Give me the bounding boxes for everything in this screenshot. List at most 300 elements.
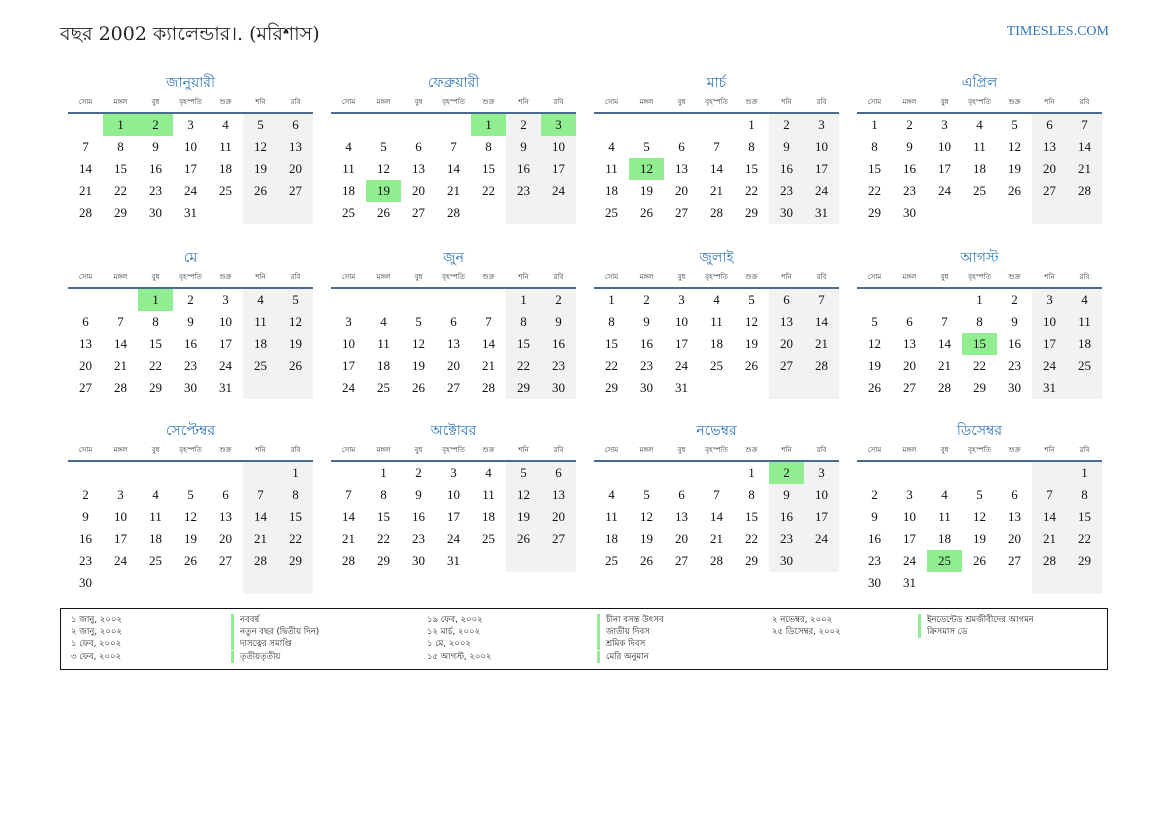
day-cell: 9 (541, 311, 576, 333)
month-block (68, 421, 313, 594)
day-cell: 30 (541, 377, 576, 399)
day-cell: 31 (804, 202, 839, 224)
weekday-label: রবি (290, 273, 301, 281)
day-cell: 25 (927, 550, 962, 572)
day-cell: 9 (187, 314, 194, 329)
day-cell: 5 (187, 487, 194, 502)
day-cell: 11 (973, 139, 986, 154)
day-cell: 21 (804, 333, 839, 355)
day-cell: 19 (745, 336, 758, 351)
empty-cell (1067, 202, 1102, 224)
empty-cell (857, 289, 892, 311)
weekday-label: সোম (341, 98, 356, 106)
day-cell: 24 (114, 553, 127, 568)
weekday-label: মঙ্গল (376, 98, 391, 106)
day-cell: 1 (1067, 462, 1102, 484)
day-cell: 1 (506, 289, 541, 311)
day-cell: 26 (1008, 183, 1021, 198)
empty-cell (68, 289, 103, 311)
day-cell: 12 (278, 311, 313, 333)
weekday-label: বুধ (414, 98, 423, 106)
day-cell: 4 (345, 139, 352, 154)
day-cell: 12 (412, 336, 425, 351)
day-cell: 28 (710, 205, 723, 220)
day-cell: 18 (973, 161, 986, 176)
month-name: জানুয়ারী (166, 75, 215, 91)
day-cell: 21 (1032, 528, 1067, 550)
day-cell: 23 (769, 528, 804, 550)
empty-cell (594, 114, 629, 136)
weekday-label: শুক্র (219, 446, 232, 454)
legend-date: ২৫ ডিসেম্বর, ২০০২ (772, 627, 841, 638)
day-cell: 12 (640, 509, 653, 524)
day-cell: 22 (745, 531, 758, 546)
day-cell: 4 (152, 487, 159, 502)
weekday-label: বুধ (151, 273, 160, 281)
day-cell: 20 (278, 158, 313, 180)
day-cell: 4 (941, 487, 948, 502)
month-block (594, 73, 839, 224)
weekday-label: শনি (518, 98, 529, 106)
day-cell: 21 (114, 358, 127, 373)
day-cell: 11 (605, 161, 618, 176)
day-cell: 9 (906, 139, 913, 154)
day-cell: 26 (243, 180, 278, 202)
day-cell: 21 (342, 531, 355, 546)
day-cell: 5 (643, 139, 650, 154)
empty-cell (962, 462, 997, 484)
weekday-label: সোম (341, 273, 356, 281)
weekday-label: মঙ্গল (113, 98, 128, 106)
weekday-label: রবি (816, 98, 827, 106)
day-cell: 6 (415, 139, 422, 154)
month-name: ফেব্রুয়ারী (427, 75, 480, 91)
empty-cell (103, 572, 138, 594)
day-grid (594, 289, 839, 399)
empty-cell (208, 202, 243, 224)
weekday-header (594, 443, 839, 457)
month-block (857, 73, 1102, 224)
day-cell: 18 (243, 333, 278, 355)
day-cell: 29 (745, 553, 758, 568)
day-cell: 23 (541, 355, 576, 377)
day-cell: 22 (114, 183, 127, 198)
weekday-label: শনি (1044, 98, 1055, 106)
day-cell: 24 (938, 183, 951, 198)
day-cell: 26 (745, 358, 758, 373)
day-cell: 7 (345, 487, 352, 502)
day-cell: 15 (745, 509, 758, 524)
day-cell: 2 (769, 462, 804, 484)
day-grid (594, 114, 839, 224)
day-cell: 20 (675, 531, 688, 546)
weekday-label: রবি (290, 98, 301, 106)
day-cell: 27 (447, 380, 460, 395)
day-cell: 24 (804, 180, 839, 202)
day-cell: 7 (713, 487, 720, 502)
month-name: এপ্রিল (961, 75, 998, 91)
weekday-label: রবি (553, 273, 564, 281)
day-cell: 5 (976, 487, 983, 502)
weekday-header (594, 270, 839, 284)
day-cell: 20 (1008, 531, 1021, 546)
weekday-label: শনি (518, 446, 529, 454)
day-cell: 19 (973, 531, 986, 546)
empty-cell (962, 572, 997, 594)
empty-cell (243, 572, 278, 594)
day-cell: 25 (342, 205, 355, 220)
weekday-label: রবি (553, 98, 564, 106)
day-cell: 9 (871, 509, 878, 524)
day-cell: 4 (713, 292, 720, 307)
site-link[interactable]: TIMESLES.COM (1006, 24, 1109, 39)
day-cell: 15 (605, 336, 618, 351)
day-cell: 9 (415, 487, 422, 502)
weekday-header (857, 95, 1102, 109)
day-cell: 22 (377, 531, 390, 546)
empty-cell (138, 572, 173, 594)
legend-date: ২ নভেম্বর, ২০০২ (772, 615, 833, 625)
legend-date: ২ জানু, ২০০২ (71, 627, 122, 638)
day-cell: 27 (675, 205, 688, 220)
weekday-label: বুধ (677, 98, 686, 106)
day-cell: 29 (973, 380, 986, 395)
day-cell: 5 (278, 289, 313, 311)
weekday-label: শনি (255, 446, 266, 454)
day-cell: 29 (1067, 550, 1102, 572)
empty-cell (892, 289, 927, 311)
weekday-label: সোম (604, 98, 619, 106)
day-cell: 8 (278, 484, 313, 506)
holiday-legend (60, 608, 1108, 670)
empty-cell (471, 289, 506, 311)
empty-cell (366, 289, 401, 311)
day-cell: 22 (973, 358, 986, 373)
day-cell: 3 (345, 314, 352, 329)
day-cell: 28 (243, 550, 278, 572)
day-cell: 18 (938, 531, 951, 546)
weekday-label: শনি (1044, 446, 1055, 454)
weekday-label: সোম (78, 446, 93, 454)
day-cell: 28 (114, 380, 127, 395)
day-cell: 2 (769, 114, 804, 136)
empty-cell (331, 462, 366, 484)
day-cell: 8 (1067, 484, 1102, 506)
month-block (857, 421, 1102, 594)
day-cell: 12 (629, 158, 664, 180)
day-cell: 6 (678, 487, 685, 502)
weekday-header (68, 443, 313, 457)
month-name: অক্টোবর (430, 423, 477, 439)
empty-cell (699, 462, 734, 484)
day-cell: 22 (506, 355, 541, 377)
day-cell: 24 (903, 553, 916, 568)
day-cell: 24 (447, 531, 460, 546)
day-cell: 14 (79, 161, 92, 176)
weekday-label: বুধ (151, 446, 160, 454)
day-cell: 10 (219, 314, 232, 329)
weekday-label: শনি (781, 98, 792, 106)
empty-cell (278, 572, 313, 594)
day-cell: 26 (506, 528, 541, 550)
day-cell: 21 (447, 183, 460, 198)
day-cell: 9 (152, 139, 159, 154)
day-cell: 15 (482, 161, 495, 176)
day-cell: 21 (482, 358, 495, 373)
weekday-label: বুধ (151, 98, 160, 106)
day-cell: 8 (608, 314, 615, 329)
day-cell: 18 (710, 336, 723, 351)
day-cell: 29 (745, 205, 758, 220)
day-cell: 11 (342, 161, 355, 176)
day-cell: 4 (485, 465, 492, 480)
day-cell: 3 (541, 114, 576, 136)
empty-cell (331, 289, 366, 311)
legend-holiday-name: নতুন বছর (দ্বিতীয় দিন) (231, 626, 319, 638)
day-cell: 25 (219, 183, 232, 198)
day-cell: 24 (342, 380, 355, 395)
day-cell: 24 (184, 183, 197, 198)
day-cell: 20 (769, 333, 804, 355)
weekday-label: শুক্র (1008, 446, 1021, 454)
day-cell: 3 (804, 114, 839, 136)
day-cell: 13 (412, 161, 425, 176)
day-cell: 17 (938, 161, 951, 176)
day-cell: 6 (1032, 114, 1067, 136)
day-cell: 15 (1067, 506, 1102, 528)
day-cell: 7 (1032, 484, 1067, 506)
day-cell: 14 (804, 311, 839, 333)
day-cell: 26 (973, 553, 986, 568)
weekday-label: শনি (255, 98, 266, 106)
empty-cell (699, 114, 734, 136)
day-cell: 19 (278, 333, 313, 355)
day-cell: 10 (675, 314, 688, 329)
day-cell: 10 (938, 139, 951, 154)
day-cell: 8 (380, 487, 387, 502)
day-cell: 5 (748, 292, 755, 307)
day-cell: 4 (608, 139, 615, 154)
day-cell: 13 (675, 161, 688, 176)
day-cell: 20 (447, 358, 460, 373)
day-cell: 20 (412, 183, 425, 198)
legend-holiday-name: শ্রমিক দিবস (597, 638, 645, 650)
day-cell: 10 (184, 139, 197, 154)
legend-date: ১ জানু, ২০০২ (71, 615, 122, 625)
day-cell: 6 (222, 487, 229, 502)
day-cell: 29 (506, 377, 541, 399)
weekday-label: বুধ (940, 273, 949, 281)
day-cell: 24 (219, 358, 232, 373)
empty-cell (506, 202, 541, 224)
empty-cell (769, 377, 804, 399)
empty-cell (1032, 202, 1067, 224)
day-cell: 14 (1067, 136, 1102, 158)
day-cell: 19 (868, 358, 881, 373)
weekday-label: শনি (781, 273, 792, 281)
day-cell: 9 (769, 484, 804, 506)
day-cell: 14 (482, 336, 495, 351)
day-cell: 14 (114, 336, 127, 351)
day-cell: 21 (938, 358, 951, 373)
day-cell: 28 (804, 355, 839, 377)
day-cell: 10 (903, 509, 916, 524)
day-cell: 10 (1032, 311, 1067, 333)
day-cell: 7 (941, 314, 948, 329)
legend-holiday-name: ক্রিসমাস ডে (918, 626, 967, 638)
month-name: জুলাই (699, 250, 734, 266)
month-block (331, 421, 576, 572)
day-cell: 14 (710, 161, 723, 176)
day-cell: 24 (804, 528, 839, 550)
weekday-label: রবি (1079, 446, 1090, 454)
empty-cell (699, 377, 734, 399)
empty-cell (471, 202, 506, 224)
day-cell: 15 (149, 336, 162, 351)
empty-cell (857, 462, 892, 484)
legend-date: ১ ফেব, ২০০২ (71, 639, 122, 650)
day-cell: 3 (222, 292, 229, 307)
day-grid (331, 289, 576, 399)
day-cell: 31 (675, 380, 688, 395)
day-cell: 3 (804, 462, 839, 484)
day-cell: 10 (804, 484, 839, 506)
day-cell: 13 (675, 509, 688, 524)
day-cell: 30 (903, 205, 916, 220)
day-cell: 2 (138, 114, 173, 136)
day-cell: 14 (447, 161, 460, 176)
day-cell: 17 (114, 531, 127, 546)
legend-holiday-name: নববর্ষ (231, 614, 259, 626)
day-cell: 5 (871, 314, 878, 329)
weekday-label: বৃহস্পতি (705, 446, 728, 454)
empty-cell (927, 572, 962, 594)
empty-cell (103, 289, 138, 311)
weekday-header (857, 443, 1102, 457)
day-cell: 25 (605, 205, 618, 220)
day-cell: 12 (1008, 139, 1021, 154)
day-cell: 16 (412, 509, 425, 524)
day-cell: 6 (1011, 487, 1018, 502)
day-cell: 6 (278, 114, 313, 136)
day-cell: 26 (868, 380, 881, 395)
weekday-label: সোম (867, 446, 882, 454)
day-cell: 3 (678, 292, 685, 307)
day-cell: 2 (187, 292, 194, 307)
day-cell: 9 (643, 314, 650, 329)
day-cell: 4 (222, 117, 229, 132)
day-cell: 2 (1011, 292, 1018, 307)
day-cell: 30 (769, 202, 804, 224)
day-cell: 31 (447, 553, 460, 568)
day-cell: 11 (243, 311, 278, 333)
day-cell: 2 (415, 465, 422, 480)
day-cell: 8 (748, 487, 755, 502)
day-cell: 26 (640, 205, 653, 220)
weekday-label: শুক্র (482, 446, 495, 454)
weekday-label: সোম (867, 98, 882, 106)
day-cell: 5 (506, 462, 541, 484)
month-name: আগস্ট (960, 250, 999, 266)
day-cell: 21 (1067, 158, 1102, 180)
day-cell: 13 (541, 484, 576, 506)
month-name: জুন (443, 250, 464, 266)
day-cell: 1 (103, 114, 138, 136)
day-cell: 25 (605, 553, 618, 568)
day-cell: 14 (243, 506, 278, 528)
day-cell: 9 (769, 136, 804, 158)
day-cell: 2 (643, 292, 650, 307)
day-grid (68, 462, 313, 594)
day-cell: 2 (906, 117, 913, 132)
legend-holiday-name: দাসত্বের সমাপ্তি (231, 638, 292, 650)
empty-cell (208, 462, 243, 484)
day-cell: 7 (485, 314, 492, 329)
month-block (594, 421, 839, 572)
day-cell: 6 (450, 314, 457, 329)
weekday-header (331, 270, 576, 284)
empty-cell (506, 550, 541, 572)
day-cell: 17 (342, 358, 355, 373)
empty-cell (734, 377, 769, 399)
weekday-label: বুধ (414, 446, 423, 454)
day-cell: 12 (868, 336, 881, 351)
day-cell: 23 (149, 183, 162, 198)
day-cell: 26 (640, 553, 653, 568)
day-cell: 17 (675, 336, 688, 351)
empty-cell (68, 114, 103, 136)
day-cell: 17 (1032, 333, 1067, 355)
weekday-label: মঙ্গল (639, 446, 654, 454)
empty-cell (664, 114, 699, 136)
day-cell: 16 (541, 333, 576, 355)
legend-date: ১৯ ফেব, ২০০২ (427, 615, 483, 625)
empty-cell (541, 550, 576, 572)
day-cell: 23 (1008, 358, 1021, 373)
day-cell: 8 (871, 139, 878, 154)
day-cell: 10 (804, 136, 839, 158)
day-cell: 26 (377, 205, 390, 220)
day-cell: 7 (713, 139, 720, 154)
day-cell: 25 (1067, 355, 1102, 377)
empty-cell (243, 377, 278, 399)
weekday-label: রবি (290, 446, 301, 454)
day-cell: 6 (678, 139, 685, 154)
empty-cell (436, 289, 471, 311)
day-cell: 18 (219, 161, 232, 176)
day-cell: 1 (748, 117, 755, 132)
day-cell: 27 (675, 553, 688, 568)
weekday-label: মঙ্গল (639, 273, 654, 281)
weekday-label: শুক্র (219, 273, 232, 281)
day-cell: 8 (976, 314, 983, 329)
day-cell: 29 (377, 553, 390, 568)
day-cell: 21 (243, 528, 278, 550)
day-grid (857, 289, 1102, 399)
empty-cell (1067, 572, 1102, 594)
day-cell: 13 (278, 136, 313, 158)
empty-cell (208, 572, 243, 594)
day-grid (68, 114, 313, 224)
day-cell: 3 (1032, 289, 1067, 311)
month-name: ডিসেম্বর (956, 423, 1003, 439)
day-cell: 19 (243, 158, 278, 180)
day-cell: 14 (342, 509, 355, 524)
empty-cell (927, 289, 962, 311)
weekday-label: মঙ্গল (113, 273, 128, 281)
day-cell: 16 (149, 161, 162, 176)
day-cell: 15 (868, 161, 881, 176)
